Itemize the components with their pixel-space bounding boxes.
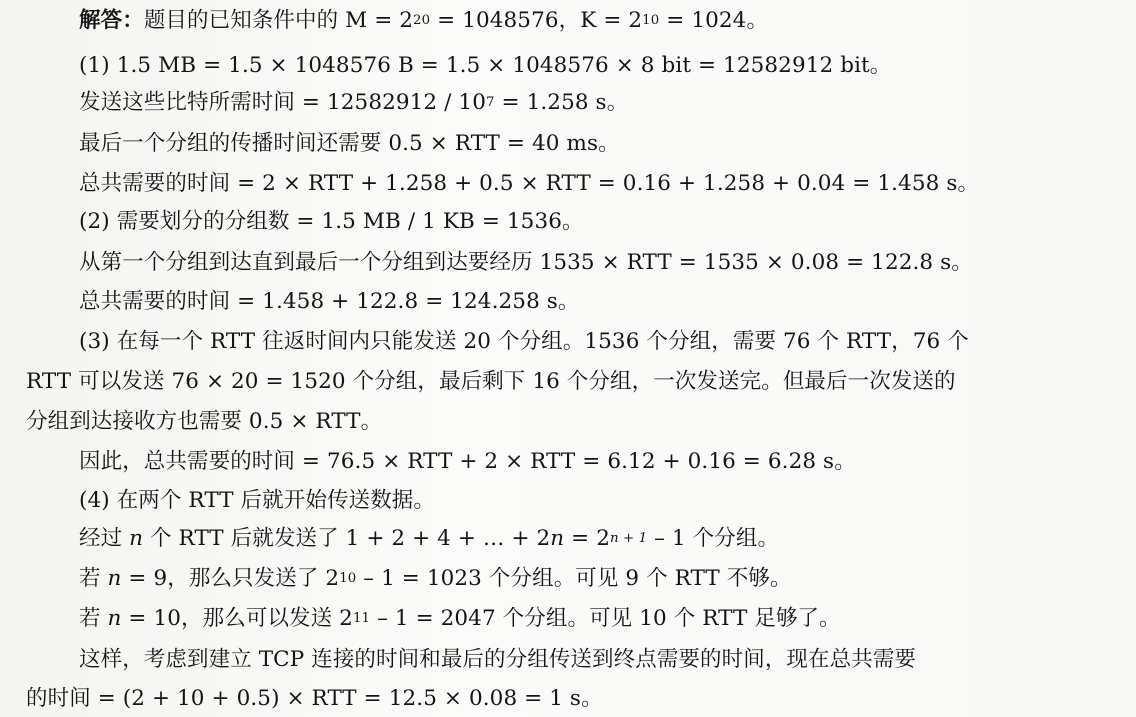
answer-label: 解答： bbox=[79, 8, 144, 33]
part3-line3: 分组到达接收方也需要 0.5 × RTT。 bbox=[26, 409, 383, 434]
part2-line3: 总共需要的时间 = 1.458 + 122.8 = 124.258 s。 bbox=[79, 289, 580, 314]
part4-line3: 若 n = 9，那么只发送了 $2^{10} - 1 = 1023$ 个分组。可见 9 个 RTT 不够。 bbox=[79, 566, 792, 591]
part3-line4: 因此，总共需要的时间 = 76.5 × RTT + 2 × RTT = 6.12 + 0.16 = 6.28 s。 bbox=[79, 449, 856, 474]
part4-line4: 若 n = 10，那么可以发送 $2^{11} - 1 = 2047$ 个分组。可见 10 个 RTT 足够了。 bbox=[79, 606, 841, 631]
part2-line1: (2) 需要划分的分组数 = 1.5 MB / 1 KB = 1536。 bbox=[79, 209, 584, 234]
part3-line1: (3) 在每一个 RTT 往返时间内只能发送 20 个分组。1536 个分组，需要 76 个 RTT，76 个 bbox=[79, 329, 969, 354]
part1-line2: 发送这些比特所需时间 = $12582912 / 10^7 = 1.258$ s。 bbox=[79, 90, 629, 115]
part1-line3: 最后一个分组的传播时间还需要 0.5 × RTT = 40 ms。 bbox=[79, 131, 620, 156]
part2-line2: 从第一个分组到达直到最后一个分组到达要经历 1535 × RTT = 1535 × 0.08 = 122.8 s。 bbox=[79, 250, 973, 275]
part4-line6: 的时间 = (2 + 10 + 0.5) × RTT = 12.5 × 0.08 = 1 s。 bbox=[26, 686, 603, 711]
part3-line2: RTT 可以发送 76 × 20 = 1520 个分组，最后剩下 16 个分组，一次发送完。但最后一次发送的 bbox=[26, 369, 956, 394]
part4-line5: 这样，考虑到建立 TCP 连接的时间和最后的分组传送到终点需要的时间，现在总共需要 bbox=[79, 647, 917, 672]
part1-line4: 总共需要的时间 = 2 × RTT + 1.258 + 0.5 × RTT = 0.16 + 1.258 + 0.04 = 1.458 s。 bbox=[79, 171, 980, 196]
part1-line1: (1) 1.5 MB = 1.5 × 1048576 B = 1.5 × 1048576 × 8 bit = 12582912 bit。 bbox=[79, 53, 892, 78]
intro-line: 解答：题目的已知条件中的 $M = 2^{20} = 1048576$，$K = 2^{10} = 1024$。 bbox=[79, 8, 769, 33]
part4-line2: 经过 n 个 RTT 后就发送了 1 + 2 + 4 + … + $2n = 2^{n + 1} - 1$ 个分组。 bbox=[79, 526, 780, 551]
part4-line1: (4) 在两个 RTT 后就开始传送数据。 bbox=[79, 488, 435, 513]
